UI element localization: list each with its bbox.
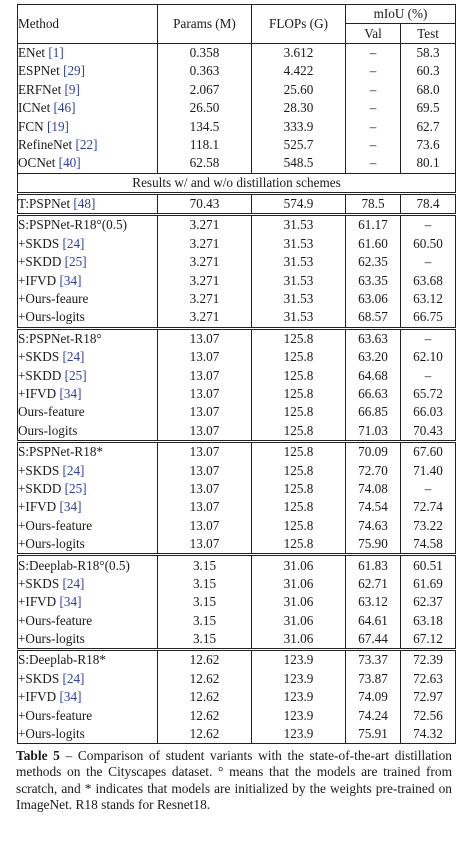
header-val: Val: [346, 24, 401, 43]
student-row: [18, 461, 456, 479]
flops-cell: 123.9: [252, 688, 346, 706]
params-cell: 13.07: [158, 385, 252, 403]
citation-ref: [9]: [64, 81, 80, 97]
params-cell: 3.15: [158, 593, 252, 611]
test-cell: 66.75: [401, 308, 456, 328]
flops-cell: 3.612: [252, 43, 346, 62]
student-row: [18, 650, 456, 670]
test-cell: 61.69: [401, 575, 456, 593]
flops-cell: 123.9: [252, 670, 346, 688]
section-banner: Results w/ and w/o distillation schemes: [18, 173, 456, 193]
method-cell: [18, 517, 158, 535]
test-cell: –: [401, 480, 456, 498]
method-cell: [18, 308, 158, 328]
method-cell: [18, 575, 158, 593]
method-cell: [18, 498, 158, 516]
params-cell: 12.62: [158, 725, 252, 744]
method-cell: [18, 480, 158, 498]
flops-cell: 125.8: [252, 366, 346, 384]
test-cell: 72.63: [401, 670, 456, 688]
student-row: [18, 688, 456, 706]
params-cell: 3.271: [158, 215, 252, 235]
test-cell: 74.32: [401, 725, 456, 744]
val-cell: 63.20: [346, 348, 401, 366]
test-cell: 58.3: [401, 43, 456, 62]
val-cell: –: [346, 43, 401, 62]
student-row: [18, 593, 456, 611]
val-cell: 74.24: [346, 706, 401, 724]
flops-cell: 31.06: [252, 575, 346, 593]
method-name: ICNet: [18, 100, 54, 116]
student-row: [18, 630, 456, 650]
citation-ref: [22]: [75, 136, 98, 152]
method-name: T:PSPNet: [18, 196, 74, 212]
params-cell: 134.5: [158, 117, 252, 135]
method-cell: [18, 136, 158, 154]
flops-cell: 25.60: [252, 81, 346, 99]
student-row: [18, 612, 456, 630]
test-cell: 67.60: [401, 441, 456, 461]
baseline-row: [18, 62, 456, 80]
params-cell: 118.1: [158, 136, 252, 154]
method-cell: [18, 366, 158, 384]
params-cell: 13.07: [158, 422, 252, 442]
baseline-row: [18, 117, 456, 135]
val-cell: 64.61: [346, 612, 401, 630]
params-cell: 13.07: [158, 328, 252, 348]
citation-ref: [25]: [64, 480, 87, 496]
val-cell: 70.09: [346, 441, 401, 461]
method-name: +SKDS: [18, 349, 63, 365]
citation-ref: [34]: [59, 689, 82, 705]
method-cell: [18, 706, 158, 724]
flops-cell: 125.8: [252, 441, 346, 461]
table-header: [18, 5, 456, 44]
flops-cell: 125.8: [252, 403, 346, 421]
method-cell: [18, 348, 158, 366]
student-row: [18, 308, 456, 328]
method-name: +Ours-logits: [18, 309, 85, 325]
val-cell: 63.35: [346, 271, 401, 289]
test-cell: 65.72: [401, 385, 456, 403]
val-cell: 72.70: [346, 461, 401, 479]
val-cell: 74.08: [346, 480, 401, 498]
val-cell: 73.87: [346, 670, 401, 688]
flops-cell: 125.8: [252, 328, 346, 348]
test-cell: 73.22: [401, 517, 456, 535]
params-cell: 13.07: [158, 403, 252, 421]
params-cell: 13.07: [158, 366, 252, 384]
method-name: S:Deeplab-R18*: [18, 652, 106, 668]
citation-ref: [24]: [62, 235, 85, 251]
student-row: [18, 328, 456, 348]
test-cell: 72.97: [401, 688, 456, 706]
baseline-row: [18, 136, 456, 154]
test-cell: 60.51: [401, 555, 456, 575]
citation-ref: [40]: [58, 155, 81, 171]
citation-ref: [48]: [73, 196, 96, 212]
method-name: +Ours-logits: [18, 536, 85, 552]
flops-cell: 31.53: [252, 308, 346, 328]
method-cell: [18, 535, 158, 555]
method-cell: [18, 385, 158, 403]
flops-cell: 125.8: [252, 461, 346, 479]
test-cell: 70.43: [401, 422, 456, 442]
method-name: +IFVD: [18, 499, 60, 515]
val-cell: 64.68: [346, 366, 401, 384]
method-cell: [18, 235, 158, 253]
citation-ref: [24]: [62, 349, 85, 365]
test-cell: 62.37: [401, 593, 456, 611]
method-cell: [18, 441, 158, 461]
citation-ref: [19]: [46, 118, 69, 134]
flops-cell: 31.06: [252, 593, 346, 611]
flops-cell: 28.30: [252, 99, 346, 117]
val-cell: –: [346, 99, 401, 117]
baseline-row: [18, 81, 456, 99]
params-cell: 13.07: [158, 498, 252, 516]
flops-cell: 31.06: [252, 612, 346, 630]
method-name: +IFVD: [18, 689, 60, 705]
val-cell: 63.06: [346, 290, 401, 308]
params-cell: 70.43: [158, 193, 252, 214]
table-caption: [16, 748, 452, 813]
val-cell: 71.03: [346, 422, 401, 442]
params-cell: 12.62: [158, 670, 252, 688]
flops-cell: 31.06: [252, 555, 346, 575]
params-cell: 12.62: [158, 706, 252, 724]
flops-cell: 125.8: [252, 498, 346, 516]
method-name: +SKDD: [18, 254, 65, 270]
method-cell: [18, 215, 158, 235]
method-name: S:Deeplab-R18°(0.5): [18, 557, 130, 573]
test-cell: 60.50: [401, 235, 456, 253]
citation-ref: [25]: [64, 367, 87, 383]
val-cell: 61.17: [346, 215, 401, 235]
method-name: ERFNet: [18, 81, 65, 97]
test-cell: 73.6: [401, 136, 456, 154]
citation-ref: [34]: [59, 386, 82, 401]
test-cell: 66.03: [401, 403, 456, 421]
flops-cell: 4.422: [252, 62, 346, 80]
val-cell: –: [346, 81, 401, 99]
method-name: +IFVD: [18, 386, 60, 401]
test-cell: 72.74: [401, 498, 456, 516]
method-name: OCNet: [18, 155, 59, 171]
flops-cell: 31.53: [252, 253, 346, 271]
test-cell: 63.12: [401, 290, 456, 308]
test-cell: 68.0: [401, 81, 456, 99]
method-name: +SKDS: [18, 670, 63, 686]
method-name: +Ours-feature: [18, 612, 93, 628]
student-row: [18, 480, 456, 498]
params-cell: 13.07: [158, 480, 252, 498]
student-row: [18, 535, 456, 555]
params-cell: 3.15: [158, 630, 252, 650]
student-row: [18, 366, 456, 384]
header-miou: mIoU (%): [346, 5, 456, 24]
flops-cell: 123.9: [252, 706, 346, 724]
method-name: ENet: [18, 44, 49, 60]
val-cell: 74.09: [346, 688, 401, 706]
params-cell: 3.15: [158, 555, 252, 575]
val-cell: 74.54: [346, 498, 401, 516]
val-cell: –: [346, 62, 401, 80]
flops-cell: 125.8: [252, 535, 346, 555]
header-method: Method: [18, 5, 158, 44]
params-cell: 3.271: [158, 271, 252, 289]
params-cell: 0.363: [158, 62, 252, 80]
student-row: [18, 290, 456, 308]
student-row: [18, 725, 456, 744]
params-cell: 3.271: [158, 308, 252, 328]
method-cell: [18, 328, 158, 348]
method-name: Ours-feature: [18, 404, 85, 420]
method-name: +SKDD: [18, 367, 65, 383]
method-name: +Ours-logits: [18, 726, 85, 742]
val-cell: 66.85: [346, 403, 401, 421]
method-name: +IFVD: [18, 594, 60, 610]
val-cell: 63.63: [346, 328, 401, 348]
method-cell: [18, 271, 158, 289]
params-cell: 26.50: [158, 99, 252, 117]
baseline-row: [18, 43, 456, 62]
student-row: [18, 215, 456, 235]
student-row: [18, 271, 456, 289]
val-cell: 66.63: [346, 385, 401, 403]
citation-ref: [24]: [62, 462, 85, 478]
val-cell: 75.90: [346, 535, 401, 555]
method-name: RefineNet: [18, 136, 76, 152]
student-row: [18, 253, 456, 271]
params-cell: 13.07: [158, 348, 252, 366]
citation-ref: [1]: [48, 44, 64, 60]
method-cell: [18, 43, 158, 62]
val-cell: 67.44: [346, 630, 401, 650]
val-cell: 62.71: [346, 575, 401, 593]
citation-ref: [34]: [59, 499, 82, 515]
flops-cell: 31.06: [252, 630, 346, 650]
method-cell: [18, 630, 158, 650]
method-cell: [18, 612, 158, 630]
test-cell: –: [401, 366, 456, 384]
flops-cell: 525.7: [252, 136, 346, 154]
val-cell: –: [346, 154, 401, 173]
method-cell: [18, 593, 158, 611]
params-cell: 13.07: [158, 517, 252, 535]
val-cell: 75.91: [346, 725, 401, 744]
student-row: [18, 498, 456, 516]
val-cell: 73.37: [346, 650, 401, 670]
method-name: +Ours-feature: [18, 707, 93, 723]
citation-ref: [34]: [59, 272, 82, 288]
params-cell: 3.271: [158, 235, 252, 253]
flops-cell: 31.53: [252, 235, 346, 253]
citation-ref: [24]: [62, 575, 85, 591]
params-cell: 12.62: [158, 688, 252, 706]
section-banner-row: [18, 173, 456, 193]
val-cell: –: [346, 117, 401, 135]
flops-cell: 123.9: [252, 725, 346, 744]
method-cell: [18, 99, 158, 117]
val-cell: 61.60: [346, 235, 401, 253]
student-row: [18, 385, 456, 403]
flops-cell: 123.9: [252, 650, 346, 670]
student-row: [18, 235, 456, 253]
header-params: Params (M): [158, 5, 252, 44]
test-cell: 60.3: [401, 62, 456, 80]
citation-ref: [46]: [53, 100, 76, 116]
params-cell: 0.358: [158, 43, 252, 62]
flops-cell: 125.8: [252, 385, 346, 403]
method-cell: [18, 290, 158, 308]
method-cell: [18, 461, 158, 479]
val-cell: 61.83: [346, 555, 401, 575]
test-cell: 63.18: [401, 612, 456, 630]
flops-cell: 574.9: [252, 193, 346, 214]
params-cell: 3.15: [158, 575, 252, 593]
val-cell: –: [346, 136, 401, 154]
flops-cell: 31.53: [252, 271, 346, 289]
student-row: [18, 403, 456, 421]
flops-cell: 125.8: [252, 517, 346, 535]
val-cell: 78.5: [346, 193, 401, 214]
test-cell: 72.56: [401, 706, 456, 724]
caption-text: – Comparison of student variants with the state-of-the-art distillation methods on the Cityscapes dataset. ° means that the models are trained from scratch, and * indicates that models are initialized by the weights pre-trained on ImageNet. R18 stands for Resnet18.: [16, 748, 452, 812]
params-cell: 13.07: [158, 461, 252, 479]
params-cell: 3.271: [158, 290, 252, 308]
method-cell: [18, 154, 158, 173]
val-cell: 63.12: [346, 593, 401, 611]
method-cell: [18, 650, 158, 670]
test-cell: –: [401, 328, 456, 348]
flops-cell: 125.8: [252, 348, 346, 366]
method-cell: [18, 725, 158, 744]
test-cell: 74.58: [401, 535, 456, 555]
method-name: +SKDS: [18, 235, 63, 251]
test-cell: 67.12: [401, 630, 456, 650]
test-cell: 62.7: [401, 117, 456, 135]
flops-cell: 333.9: [252, 117, 346, 135]
citation-ref: [24]: [62, 670, 85, 686]
teacher-row: [18, 193, 456, 214]
method-cell: [18, 193, 158, 214]
test-cell: –: [401, 215, 456, 235]
method-cell: [18, 670, 158, 688]
params-cell: 13.07: [158, 441, 252, 461]
method-name: +Ours-feaure: [18, 291, 89, 307]
test-cell: 69.5: [401, 99, 456, 117]
val-cell: 74.63: [346, 517, 401, 535]
method-name: Ours-logits: [18, 422, 78, 438]
method-cell: [18, 688, 158, 706]
student-row: [18, 706, 456, 724]
val-cell: 68.57: [346, 308, 401, 328]
method-name: S:PSPNet-R18*: [18, 444, 104, 460]
method-cell: [18, 62, 158, 80]
student-row: [18, 441, 456, 461]
student-row: [18, 575, 456, 593]
params-cell: 12.62: [158, 650, 252, 670]
method-name: S:PSPNet-R18°(0.5): [18, 217, 127, 233]
method-name: S:PSPNet-R18°: [18, 330, 102, 346]
student-row: [18, 348, 456, 366]
test-cell: 80.1: [401, 154, 456, 173]
flops-cell: 548.5: [252, 154, 346, 173]
method-name: +IFVD: [18, 272, 60, 288]
method-name: ESPNet: [18, 63, 64, 79]
method-name: +Ours-logits: [18, 631, 85, 647]
method-name: +SKDS: [18, 462, 63, 478]
method-name: +Ours-feature: [18, 517, 93, 533]
citation-ref: [25]: [64, 254, 87, 270]
params-cell: 3.15: [158, 612, 252, 630]
test-cell: 63.68: [401, 271, 456, 289]
test-cell: 71.40: [401, 461, 456, 479]
test-cell: 62.10: [401, 348, 456, 366]
table-body: [18, 43, 456, 743]
method-cell: [18, 117, 158, 135]
flops-cell: 31.53: [252, 290, 346, 308]
caption-label: Table 5: [16, 748, 60, 763]
params-cell: 62.58: [158, 154, 252, 173]
citation-ref: [29]: [63, 63, 86, 79]
params-cell: 3.271: [158, 253, 252, 271]
params-cell: 2.067: [158, 81, 252, 99]
val-cell: 62.35: [346, 253, 401, 271]
student-row: [18, 670, 456, 688]
header-test: Test: [401, 24, 456, 43]
flops-cell: 31.53: [252, 215, 346, 235]
test-cell: 78.4: [401, 193, 456, 214]
baseline-row: [18, 99, 456, 117]
student-row: [18, 422, 456, 442]
baseline-row: [18, 154, 456, 173]
test-cell: 72.39: [401, 650, 456, 670]
method-name: +SKDD: [18, 480, 65, 496]
citation-ref: [34]: [59, 594, 82, 610]
params-cell: 13.07: [158, 535, 252, 555]
method-cell: [18, 81, 158, 99]
header-flops: FLOPs (G): [252, 5, 346, 44]
method-cell: [18, 253, 158, 271]
flops-cell: 125.8: [252, 480, 346, 498]
method-cell: [18, 403, 158, 421]
test-cell: –: [401, 253, 456, 271]
method-cell: [18, 555, 158, 575]
student-row: [18, 555, 456, 575]
method-cell: [18, 422, 158, 442]
method-name: FCN: [18, 118, 47, 134]
student-row: [18, 517, 456, 535]
results-table: [17, 4, 456, 744]
flops-cell: 125.8: [252, 422, 346, 442]
method-name: +SKDS: [18, 575, 63, 591]
